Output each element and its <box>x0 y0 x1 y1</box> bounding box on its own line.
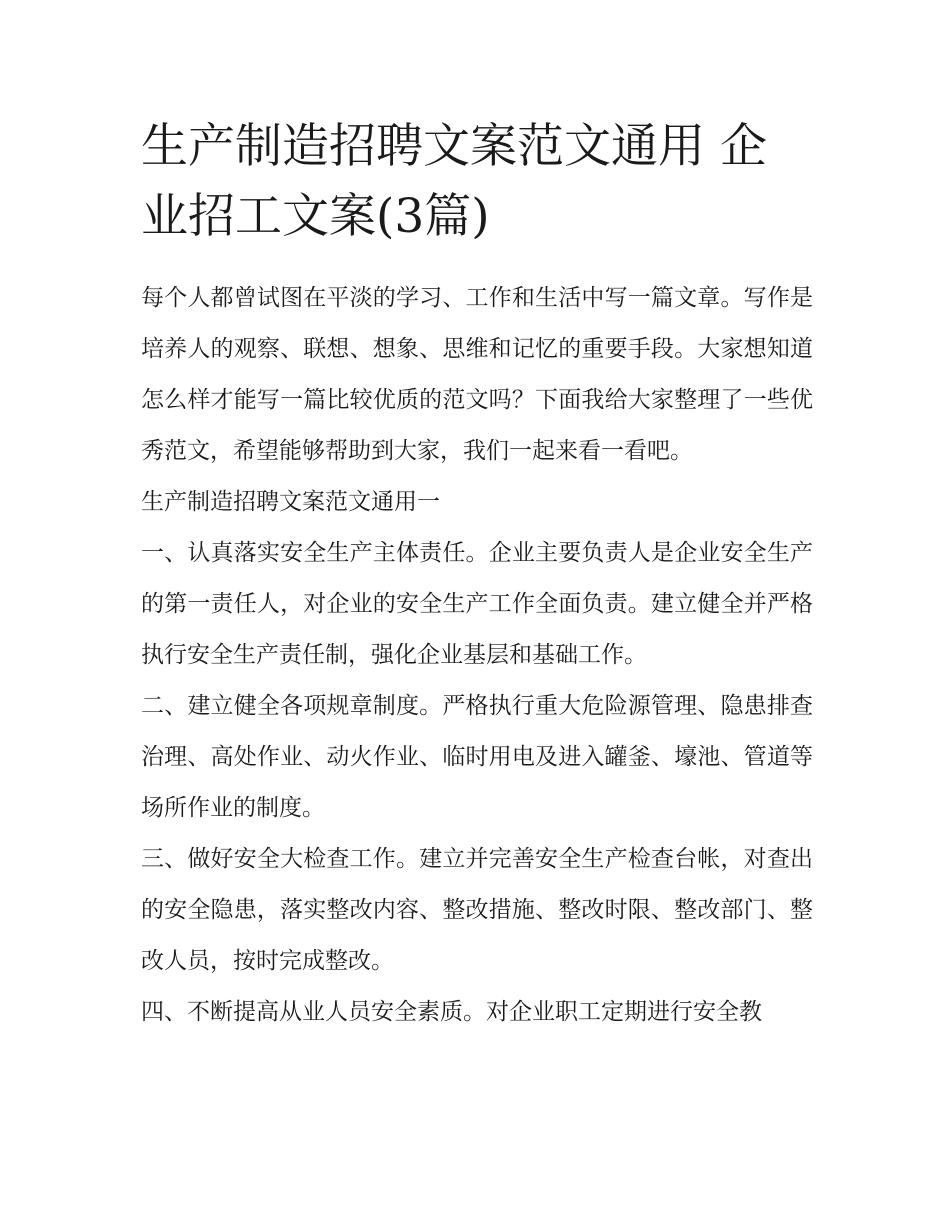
body-paragraph: 三、做好安全大检查工作。建立并完善安全生产检查台帐，对查出的安全隐患，落实整改内容、整改措施、整改时限、整改部门、整改人员，按时完成整改。 <box>141 846 813 974</box>
document-title: 生产制造招聘文案范文通用 企业招工文案(3篇) <box>141 119 767 244</box>
intro-paragraph: 每个人都曾试图在平淡的学习、工作和生活中写一篇文章。写作是培养人的观察、联想、想象、思维和记忆的重要手段。大家想知道怎么样才能写一篇比较优质的范文吗？下面我给大家整理了一些优秀范文，希望能够帮助到大家，我们一起来看一看吧。 <box>141 285 813 464</box>
document-body <box>141 273 813 1038</box>
section-heading: 生产制造招聘文案范文通用一 <box>141 489 440 515</box>
body-paragraph: 一、认真落实安全生产主体责任。企业主要负责人是企业安全生产的第一责任人，对企业的安全生产工作全面负责。建立健全并严格执行安全生产责任制，强化企业基层和基础工作。 <box>141 540 813 668</box>
document-page <box>141 112 813 1038</box>
body-paragraph: 二、建立健全各项规章制度。严格执行重大危险源管理、隐患排查治理、高处作业、动火作业、临时用电及进入罐釜、壕池、管道等场所作业的制度。 <box>141 693 813 821</box>
body-paragraph: 四、不断提高从业人员安全素质。对企业职工定期进行安全教 <box>141 999 762 1025</box>
